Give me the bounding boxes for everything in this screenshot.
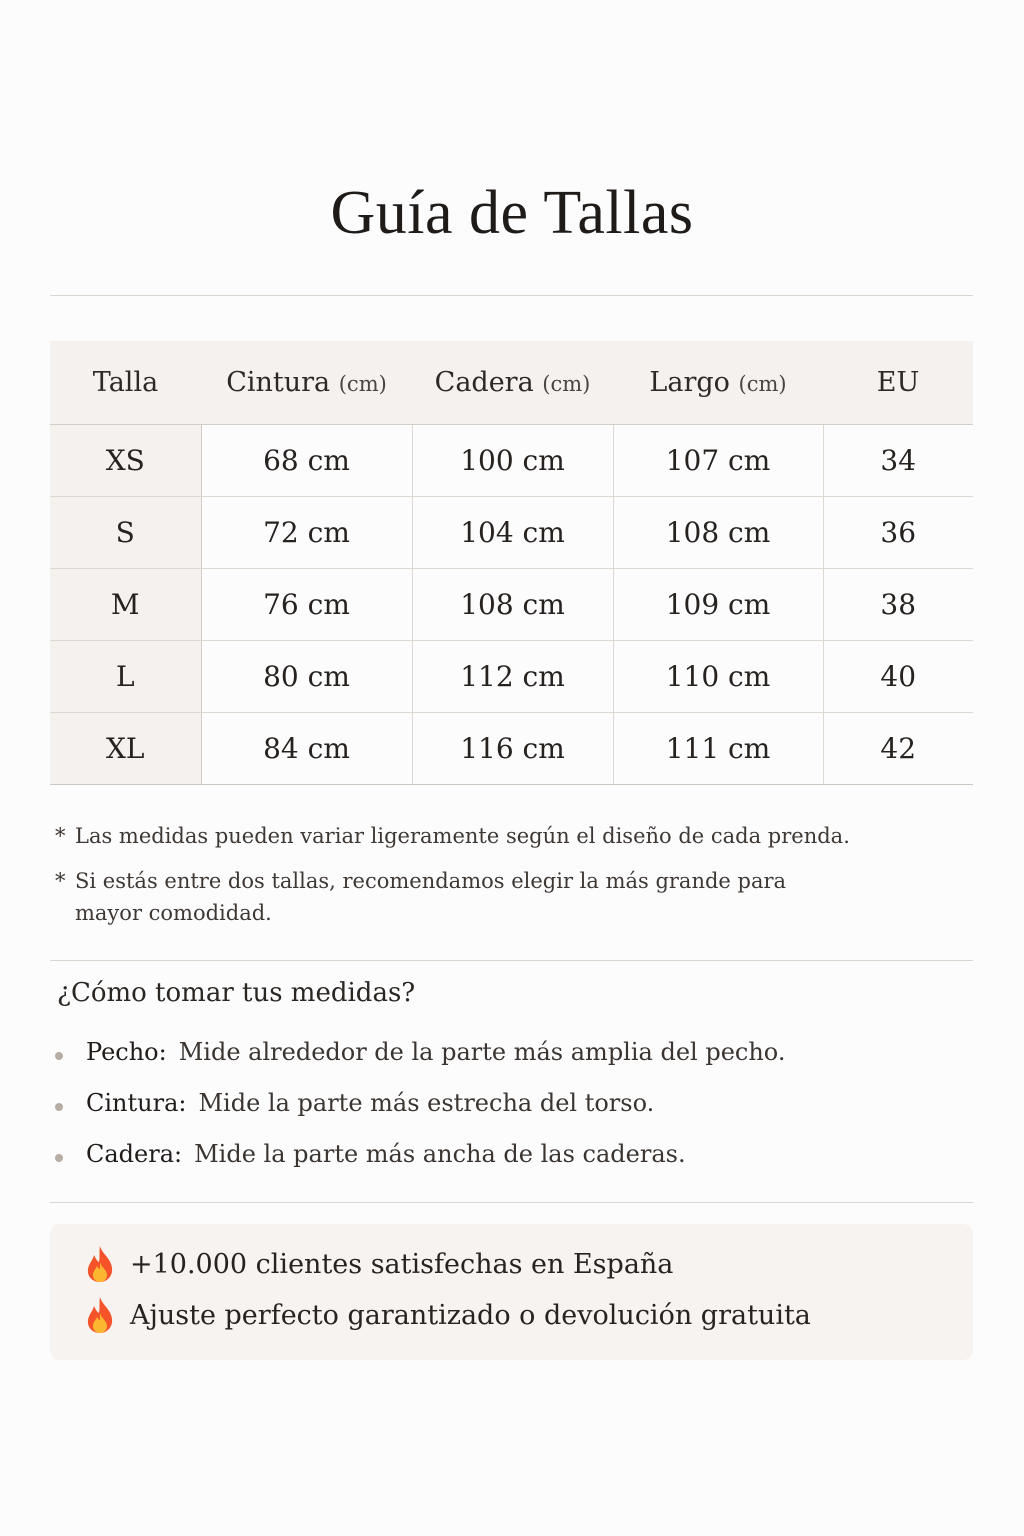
measurement-instructions-list xyxy=(55,1038,785,1191)
note-text-continued: mayor comodidad. xyxy=(75,901,272,925)
trust-banner xyxy=(50,1224,973,1360)
eu-size-cell: 36 xyxy=(823,497,973,569)
bullet-dot-icon xyxy=(55,1154,63,1162)
trust-line-customers xyxy=(84,1245,673,1283)
size-cell: L xyxy=(50,641,201,713)
trust-text: +10.000 clientes satisfechas en España xyxy=(130,1248,674,1280)
asterisk: * xyxy=(55,869,66,893)
title-divider xyxy=(50,295,973,296)
column-header-largo: Largo (cm) xyxy=(613,341,823,425)
measurement-term: Cintura: xyxy=(86,1089,187,1117)
waist-cell: 84 cm xyxy=(201,713,412,785)
note-between-sizes xyxy=(55,865,786,929)
fire-icon xyxy=(84,1296,116,1334)
how-to-measure-heading: ¿Cómo tomar tus medidas? xyxy=(57,978,416,1008)
waist-cell: 72 cm xyxy=(201,497,412,569)
section-divider xyxy=(50,960,973,961)
length-cell: 109 cm xyxy=(613,569,823,641)
length-cell: 108 cm xyxy=(613,497,823,569)
size-cell: M xyxy=(50,569,201,641)
trust-text: Ajuste perfecto garantizado o devolución gratuita xyxy=(130,1299,811,1331)
bullet-dot-icon xyxy=(55,1103,63,1111)
column-header-talla: Talla xyxy=(50,341,201,425)
hip-cell: 112 cm xyxy=(412,641,613,713)
size-cell: XS xyxy=(50,425,201,497)
table-row xyxy=(50,425,973,497)
size-chart-table xyxy=(50,341,973,785)
trust-line-guarantee xyxy=(84,1296,811,1334)
table-row xyxy=(50,497,973,569)
fire-icon xyxy=(84,1245,116,1283)
note-text: Si estás entre dos tallas, recomendamos elegir la más grande para xyxy=(75,869,787,893)
table-row xyxy=(50,569,973,641)
waist-cell: 76 cm xyxy=(201,569,412,641)
size-cell: XL xyxy=(50,713,201,785)
note-text: Las medidas pueden variar ligeramente según el diseño de cada prenda. xyxy=(75,824,850,848)
eu-size-cell: 38 xyxy=(823,569,973,641)
list-item xyxy=(55,1089,785,1140)
measurement-description: Mide alrededor de la parte más amplia del pecho. xyxy=(178,1038,786,1066)
length-cell: 111 cm xyxy=(613,713,823,785)
waist-cell: 68 cm xyxy=(201,425,412,497)
list-item xyxy=(55,1038,785,1089)
measurement-description: Mide la parte más estrecha del torso. xyxy=(198,1089,655,1117)
length-cell: 107 cm xyxy=(613,425,823,497)
measurement-description: Mide la parte más ancha de las caderas. xyxy=(194,1140,686,1168)
section-divider xyxy=(50,1202,973,1203)
column-header-cintura: Cintura (cm) xyxy=(201,341,412,425)
table-row xyxy=(50,641,973,713)
eu-size-cell: 40 xyxy=(823,641,973,713)
asterisk: * xyxy=(55,824,66,848)
measurement-term: Cadera: xyxy=(86,1140,183,1168)
note-measurement-variance xyxy=(55,820,850,852)
column-header-eu: EU xyxy=(823,341,973,425)
page-title: Guía de Tallas xyxy=(330,179,694,247)
length-cell: 110 cm xyxy=(613,641,823,713)
list-item xyxy=(55,1140,785,1191)
hip-cell: 116 cm xyxy=(412,713,613,785)
eu-size-cell: 34 xyxy=(823,425,973,497)
hip-cell: 104 cm xyxy=(412,497,613,569)
waist-cell: 80 cm xyxy=(201,641,412,713)
table-row xyxy=(50,713,973,785)
size-cell: S xyxy=(50,497,201,569)
column-header-cadera: Cadera (cm) xyxy=(412,341,613,425)
hip-cell: 100 cm xyxy=(412,425,613,497)
measurement-term: Pecho: xyxy=(86,1038,167,1066)
table-header-row xyxy=(50,341,973,425)
bullet-dot-icon xyxy=(55,1052,63,1060)
hip-cell: 108 cm xyxy=(412,569,613,641)
eu-size-cell: 42 xyxy=(823,713,973,785)
